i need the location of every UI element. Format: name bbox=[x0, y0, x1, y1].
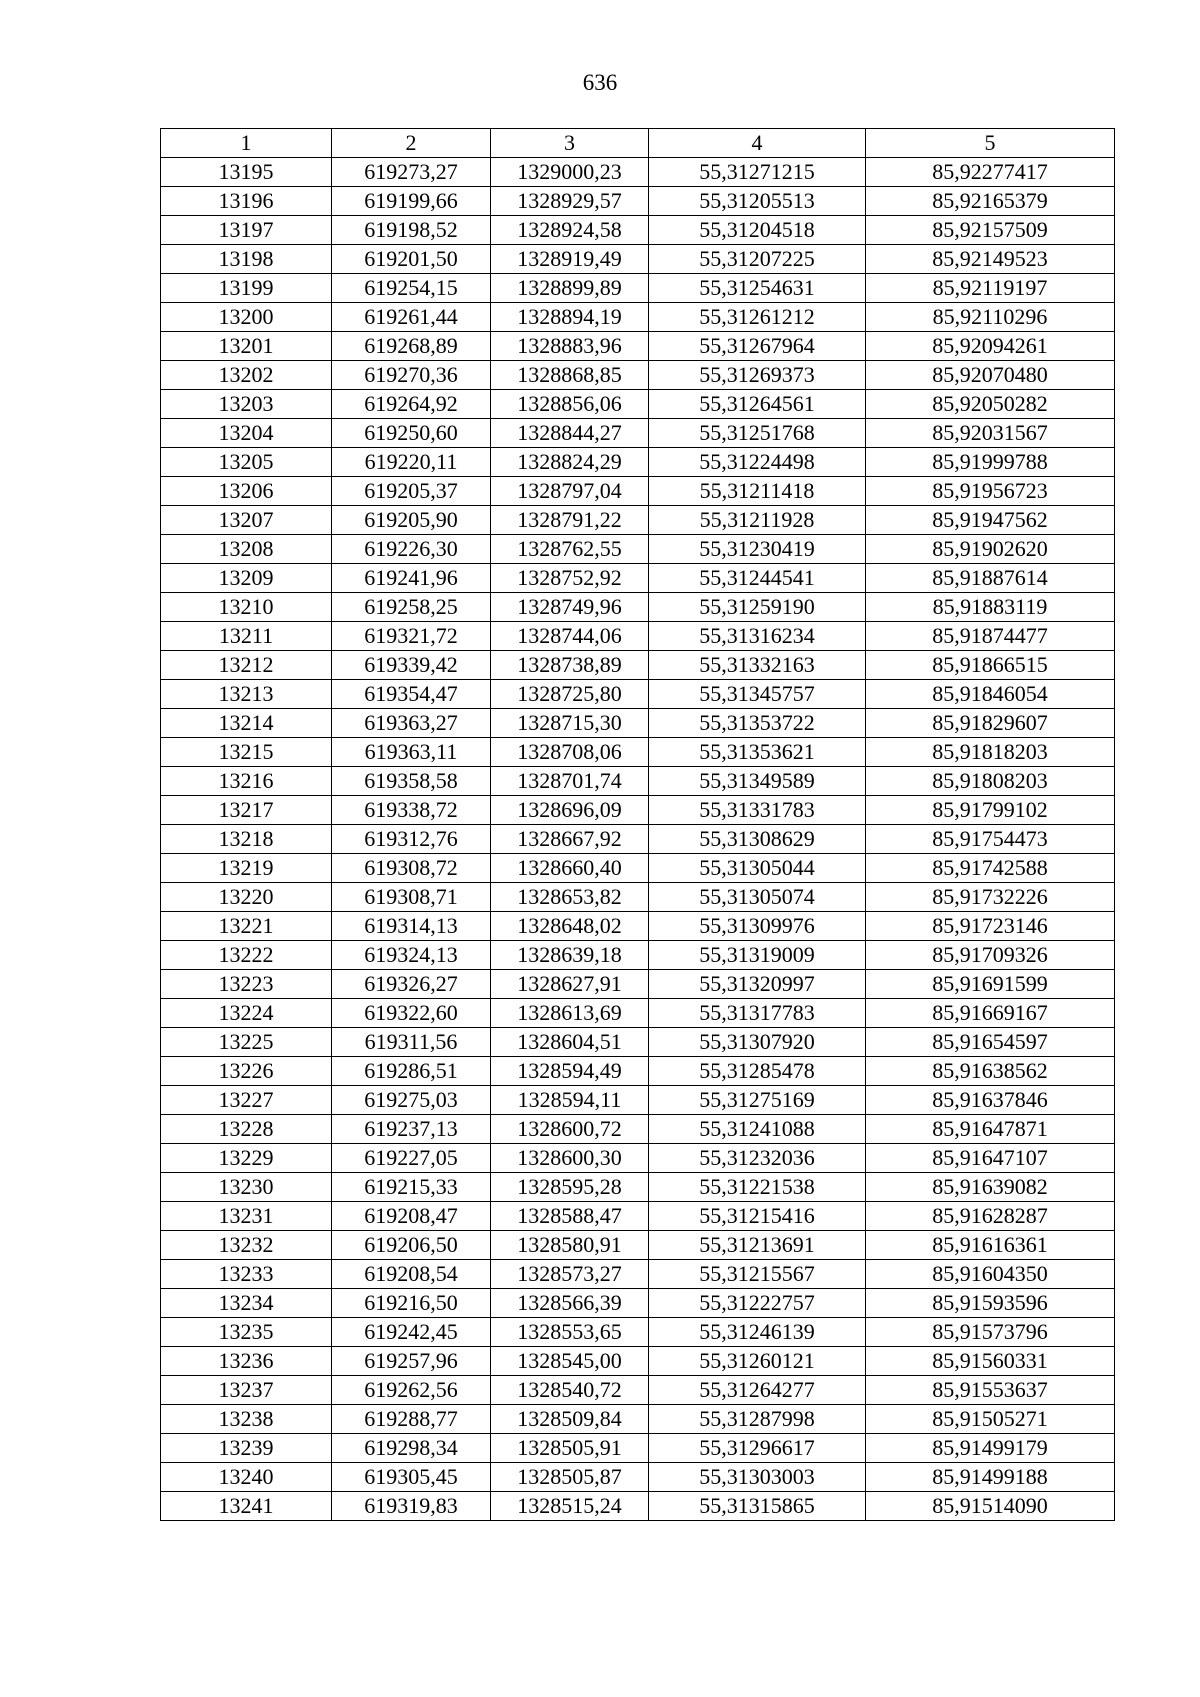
latitude-cell: 55,31267964 bbox=[649, 332, 866, 361]
latitude-cell: 55,31215567 bbox=[649, 1260, 866, 1289]
longitude-cell: 85,91732226 bbox=[866, 883, 1115, 912]
x-coordinate-cell: 619216,50 bbox=[332, 1289, 491, 1318]
x-coordinate-cell: 619199,66 bbox=[332, 187, 491, 216]
table-row bbox=[161, 1057, 1115, 1086]
point-number-cell: 13238 bbox=[161, 1405, 332, 1434]
point-number-cell: 13233 bbox=[161, 1260, 332, 1289]
y-coordinate-cell: 1328627,91 bbox=[491, 970, 649, 999]
longitude-cell: 85,92165379 bbox=[866, 187, 1115, 216]
latitude-cell: 55,31244541 bbox=[649, 564, 866, 593]
latitude-cell: 55,31315865 bbox=[649, 1492, 866, 1521]
table-row bbox=[161, 1115, 1115, 1144]
y-coordinate-cell: 1328639,18 bbox=[491, 941, 649, 970]
longitude-cell: 85,91560331 bbox=[866, 1347, 1115, 1376]
column-header-5: 5 bbox=[866, 129, 1115, 158]
longitude-cell: 85,92031567 bbox=[866, 419, 1115, 448]
point-number-cell: 13232 bbox=[161, 1231, 332, 1260]
longitude-cell: 85,92050282 bbox=[866, 390, 1115, 419]
table-row bbox=[161, 158, 1115, 187]
x-coordinate-cell: 619208,47 bbox=[332, 1202, 491, 1231]
y-coordinate-cell: 1328667,92 bbox=[491, 825, 649, 854]
longitude-cell: 85,91902620 bbox=[866, 535, 1115, 564]
y-coordinate-cell: 1328600,72 bbox=[491, 1115, 649, 1144]
latitude-cell: 55,31251768 bbox=[649, 419, 866, 448]
longitude-cell: 85,92149523 bbox=[866, 245, 1115, 274]
y-coordinate-cell: 1328696,09 bbox=[491, 796, 649, 825]
latitude-cell: 55,31264561 bbox=[649, 390, 866, 419]
longitude-cell: 85,91616361 bbox=[866, 1231, 1115, 1260]
y-coordinate-cell: 1328701,74 bbox=[491, 767, 649, 796]
y-coordinate-cell: 1328509,84 bbox=[491, 1405, 649, 1434]
point-number-cell: 13240 bbox=[161, 1463, 332, 1492]
y-coordinate-cell: 1328613,69 bbox=[491, 999, 649, 1028]
x-coordinate-cell: 619324,13 bbox=[332, 941, 491, 970]
x-coordinate-cell: 619286,51 bbox=[332, 1057, 491, 1086]
latitude-cell: 55,31264277 bbox=[649, 1376, 866, 1405]
table-row bbox=[161, 941, 1115, 970]
latitude-cell: 55,31319009 bbox=[649, 941, 866, 970]
table-row bbox=[161, 738, 1115, 767]
x-coordinate-cell: 619242,45 bbox=[332, 1318, 491, 1347]
y-coordinate-cell: 1328919,49 bbox=[491, 245, 649, 274]
y-coordinate-cell: 1328797,04 bbox=[491, 477, 649, 506]
y-coordinate-cell: 1328883,96 bbox=[491, 332, 649, 361]
latitude-cell: 55,31285478 bbox=[649, 1057, 866, 1086]
table-row bbox=[161, 651, 1115, 680]
table-row bbox=[161, 883, 1115, 912]
table-row bbox=[161, 767, 1115, 796]
table-row bbox=[161, 970, 1115, 999]
x-coordinate-cell: 619354,47 bbox=[332, 680, 491, 709]
latitude-cell: 55,31205513 bbox=[649, 187, 866, 216]
coordinates-table-container bbox=[160, 128, 1115, 1521]
y-coordinate-cell: 1328762,55 bbox=[491, 535, 649, 564]
x-coordinate-cell: 619250,60 bbox=[332, 419, 491, 448]
y-coordinate-cell: 1328791,22 bbox=[491, 506, 649, 535]
latitude-cell: 55,31331783 bbox=[649, 796, 866, 825]
x-coordinate-cell: 619201,50 bbox=[332, 245, 491, 274]
latitude-cell: 55,31211418 bbox=[649, 477, 866, 506]
table-header bbox=[161, 129, 1115, 158]
table-row bbox=[161, 1202, 1115, 1231]
table-row bbox=[161, 303, 1115, 332]
longitude-cell: 85,91514090 bbox=[866, 1492, 1115, 1521]
x-coordinate-cell: 619226,30 bbox=[332, 535, 491, 564]
x-coordinate-cell: 619198,52 bbox=[332, 216, 491, 245]
point-number-cell: 13223 bbox=[161, 970, 332, 999]
longitude-cell: 85,92094261 bbox=[866, 332, 1115, 361]
latitude-cell: 55,31305044 bbox=[649, 854, 866, 883]
x-coordinate-cell: 619363,27 bbox=[332, 709, 491, 738]
y-coordinate-cell: 1328744,06 bbox=[491, 622, 649, 651]
point-number-cell: 13226 bbox=[161, 1057, 332, 1086]
table-row bbox=[161, 361, 1115, 390]
longitude-cell: 85,91883119 bbox=[866, 593, 1115, 622]
y-coordinate-cell: 1328868,85 bbox=[491, 361, 649, 390]
longitude-cell: 85,91999788 bbox=[866, 448, 1115, 477]
point-number-cell: 13237 bbox=[161, 1376, 332, 1405]
point-number-cell: 13209 bbox=[161, 564, 332, 593]
y-coordinate-cell: 1328505,87 bbox=[491, 1463, 649, 1492]
y-coordinate-cell: 1328594,49 bbox=[491, 1057, 649, 1086]
x-coordinate-cell: 619314,13 bbox=[332, 912, 491, 941]
table-row bbox=[161, 854, 1115, 883]
table-row bbox=[161, 796, 1115, 825]
latitude-cell: 55,31259190 bbox=[649, 593, 866, 622]
latitude-cell: 55,31307920 bbox=[649, 1028, 866, 1057]
latitude-cell: 55,31215416 bbox=[649, 1202, 866, 1231]
latitude-cell: 55,31305074 bbox=[649, 883, 866, 912]
longitude-cell: 85,91799102 bbox=[866, 796, 1115, 825]
point-number-cell: 13208 bbox=[161, 535, 332, 564]
table-row bbox=[161, 1144, 1115, 1173]
x-coordinate-cell: 619227,05 bbox=[332, 1144, 491, 1173]
column-header-4: 4 bbox=[649, 129, 866, 158]
longitude-cell: 85,91553637 bbox=[866, 1376, 1115, 1405]
x-coordinate-cell: 619363,11 bbox=[332, 738, 491, 767]
longitude-cell: 85,91628287 bbox=[866, 1202, 1115, 1231]
table-row bbox=[161, 477, 1115, 506]
latitude-cell: 55,31213691 bbox=[649, 1231, 866, 1260]
longitude-cell: 85,91637846 bbox=[866, 1086, 1115, 1115]
x-coordinate-cell: 619308,72 bbox=[332, 854, 491, 883]
point-number-cell: 13201 bbox=[161, 332, 332, 361]
column-header-2: 2 bbox=[332, 129, 491, 158]
point-number-cell: 13219 bbox=[161, 854, 332, 883]
table-row bbox=[161, 274, 1115, 303]
y-coordinate-cell: 1328824,29 bbox=[491, 448, 649, 477]
point-number-cell: 13235 bbox=[161, 1318, 332, 1347]
x-coordinate-cell: 619338,72 bbox=[332, 796, 491, 825]
longitude-cell: 85,91947562 bbox=[866, 506, 1115, 535]
longitude-cell: 85,91818203 bbox=[866, 738, 1115, 767]
latitude-cell: 55,31246139 bbox=[649, 1318, 866, 1347]
point-number-cell: 13198 bbox=[161, 245, 332, 274]
latitude-cell: 55,31287998 bbox=[649, 1405, 866, 1434]
longitude-cell: 85,92110296 bbox=[866, 303, 1115, 332]
table-row bbox=[161, 593, 1115, 622]
point-number-cell: 13216 bbox=[161, 767, 332, 796]
latitude-cell: 55,31232036 bbox=[649, 1144, 866, 1173]
latitude-cell: 55,31275169 bbox=[649, 1086, 866, 1115]
x-coordinate-cell: 619264,92 bbox=[332, 390, 491, 419]
point-number-cell: 13231 bbox=[161, 1202, 332, 1231]
table-row bbox=[161, 1086, 1115, 1115]
table-row bbox=[161, 390, 1115, 419]
y-coordinate-cell: 1328899,89 bbox=[491, 274, 649, 303]
point-number-cell: 13200 bbox=[161, 303, 332, 332]
table-row bbox=[161, 999, 1115, 1028]
point-number-cell: 13217 bbox=[161, 796, 332, 825]
table-row bbox=[161, 1492, 1115, 1521]
table-row bbox=[161, 1463, 1115, 1492]
point-number-cell: 13222 bbox=[161, 941, 332, 970]
latitude-cell: 55,31221538 bbox=[649, 1173, 866, 1202]
table-row bbox=[161, 245, 1115, 274]
x-coordinate-cell: 619326,27 bbox=[332, 970, 491, 999]
table-row bbox=[161, 1231, 1115, 1260]
table-row bbox=[161, 680, 1115, 709]
table-row bbox=[161, 1376, 1115, 1405]
point-number-cell: 13230 bbox=[161, 1173, 332, 1202]
y-coordinate-cell: 1328856,06 bbox=[491, 390, 649, 419]
latitude-cell: 55,31345757 bbox=[649, 680, 866, 709]
latitude-cell: 55,31317783 bbox=[649, 999, 866, 1028]
latitude-cell: 55,31241088 bbox=[649, 1115, 866, 1144]
x-coordinate-cell: 619206,50 bbox=[332, 1231, 491, 1260]
x-coordinate-cell: 619321,72 bbox=[332, 622, 491, 651]
table-body bbox=[161, 158, 1115, 1521]
table-row bbox=[161, 1260, 1115, 1289]
table-row bbox=[161, 187, 1115, 216]
table-row bbox=[161, 1173, 1115, 1202]
latitude-cell: 55,31349589 bbox=[649, 767, 866, 796]
y-coordinate-cell: 1328600,30 bbox=[491, 1144, 649, 1173]
point-number-cell: 13205 bbox=[161, 448, 332, 477]
longitude-cell: 85,91742588 bbox=[866, 854, 1115, 883]
latitude-cell: 55,31332163 bbox=[649, 651, 866, 680]
latitude-cell: 55,31303003 bbox=[649, 1463, 866, 1492]
x-coordinate-cell: 619208,54 bbox=[332, 1260, 491, 1289]
x-coordinate-cell: 619205,90 bbox=[332, 506, 491, 535]
table-row bbox=[161, 825, 1115, 854]
y-coordinate-cell: 1328653,82 bbox=[491, 883, 649, 912]
point-number-cell: 13212 bbox=[161, 651, 332, 680]
latitude-cell: 55,31207225 bbox=[649, 245, 866, 274]
point-number-cell: 13213 bbox=[161, 680, 332, 709]
x-coordinate-cell: 619215,33 bbox=[332, 1173, 491, 1202]
point-number-cell: 13228 bbox=[161, 1115, 332, 1144]
longitude-cell: 85,91505271 bbox=[866, 1405, 1115, 1434]
y-coordinate-cell: 1328573,27 bbox=[491, 1260, 649, 1289]
y-coordinate-cell: 1328595,28 bbox=[491, 1173, 649, 1202]
longitude-cell: 85,91808203 bbox=[866, 767, 1115, 796]
x-coordinate-cell: 619261,44 bbox=[332, 303, 491, 332]
point-number-cell: 13225 bbox=[161, 1028, 332, 1057]
table-row bbox=[161, 332, 1115, 361]
longitude-cell: 85,91604350 bbox=[866, 1260, 1115, 1289]
longitude-cell: 85,91829607 bbox=[866, 709, 1115, 738]
point-number-cell: 13220 bbox=[161, 883, 332, 912]
x-coordinate-cell: 619270,36 bbox=[332, 361, 491, 390]
latitude-cell: 55,31261212 bbox=[649, 303, 866, 332]
x-coordinate-cell: 619311,56 bbox=[332, 1028, 491, 1057]
x-coordinate-cell: 619288,77 bbox=[332, 1405, 491, 1434]
longitude-cell: 85,91754473 bbox=[866, 825, 1115, 854]
x-coordinate-cell: 619241,96 bbox=[332, 564, 491, 593]
longitude-cell: 85,91499179 bbox=[866, 1434, 1115, 1463]
table-row bbox=[161, 216, 1115, 245]
latitude-cell: 55,31222757 bbox=[649, 1289, 866, 1318]
longitude-cell: 85,91887614 bbox=[866, 564, 1115, 593]
latitude-cell: 55,31316234 bbox=[649, 622, 866, 651]
point-number-cell: 13214 bbox=[161, 709, 332, 738]
point-number-cell: 13203 bbox=[161, 390, 332, 419]
longitude-cell: 85,91669167 bbox=[866, 999, 1115, 1028]
longitude-cell: 85,92070480 bbox=[866, 361, 1115, 390]
table-row bbox=[161, 506, 1115, 535]
y-coordinate-cell: 1328715,30 bbox=[491, 709, 649, 738]
table-row bbox=[161, 1028, 1115, 1057]
longitude-cell: 85,91647107 bbox=[866, 1144, 1115, 1173]
y-coordinate-cell: 1328545,00 bbox=[491, 1347, 649, 1376]
table-row bbox=[161, 564, 1115, 593]
point-number-cell: 13195 bbox=[161, 158, 332, 187]
latitude-cell: 55,31224498 bbox=[649, 448, 866, 477]
y-coordinate-cell: 1328553,65 bbox=[491, 1318, 649, 1347]
latitude-cell: 55,31353722 bbox=[649, 709, 866, 738]
point-number-cell: 13202 bbox=[161, 361, 332, 390]
latitude-cell: 55,31204518 bbox=[649, 216, 866, 245]
latitude-cell: 55,31211928 bbox=[649, 506, 866, 535]
x-coordinate-cell: 619312,76 bbox=[332, 825, 491, 854]
header-row bbox=[161, 129, 1115, 158]
longitude-cell: 85,91639082 bbox=[866, 1173, 1115, 1202]
longitude-cell: 85,92119197 bbox=[866, 274, 1115, 303]
y-coordinate-cell: 1328725,80 bbox=[491, 680, 649, 709]
column-header-3: 3 bbox=[491, 129, 649, 158]
y-coordinate-cell: 1328708,06 bbox=[491, 738, 649, 767]
longitude-cell: 85,91573796 bbox=[866, 1318, 1115, 1347]
longitude-cell: 85,92157509 bbox=[866, 216, 1115, 245]
x-coordinate-cell: 619257,96 bbox=[332, 1347, 491, 1376]
longitude-cell: 85,91723146 bbox=[866, 912, 1115, 941]
point-number-cell: 13236 bbox=[161, 1347, 332, 1376]
point-number-cell: 13204 bbox=[161, 419, 332, 448]
y-coordinate-cell: 1328738,89 bbox=[491, 651, 649, 680]
point-number-cell: 13211 bbox=[161, 622, 332, 651]
y-coordinate-cell: 1328540,72 bbox=[491, 1376, 649, 1405]
y-coordinate-cell: 1328929,57 bbox=[491, 187, 649, 216]
x-coordinate-cell: 619319,83 bbox=[332, 1492, 491, 1521]
table-row bbox=[161, 1434, 1115, 1463]
y-coordinate-cell: 1328515,24 bbox=[491, 1492, 649, 1521]
longitude-cell: 85,91956723 bbox=[866, 477, 1115, 506]
point-number-cell: 13229 bbox=[161, 1144, 332, 1173]
y-coordinate-cell: 1328660,40 bbox=[491, 854, 649, 883]
point-number-cell: 13234 bbox=[161, 1289, 332, 1318]
longitude-cell: 85,91638562 bbox=[866, 1057, 1115, 1086]
latitude-cell: 55,31309976 bbox=[649, 912, 866, 941]
point-number-cell: 13207 bbox=[161, 506, 332, 535]
x-coordinate-cell: 619258,25 bbox=[332, 593, 491, 622]
latitude-cell: 55,31260121 bbox=[649, 1347, 866, 1376]
y-coordinate-cell: 1329000,23 bbox=[491, 158, 649, 187]
longitude-cell: 85,91593596 bbox=[866, 1289, 1115, 1318]
x-coordinate-cell: 619205,37 bbox=[332, 477, 491, 506]
point-number-cell: 13221 bbox=[161, 912, 332, 941]
point-number-cell: 13196 bbox=[161, 187, 332, 216]
x-coordinate-cell: 619220,11 bbox=[332, 448, 491, 477]
point-number-cell: 13199 bbox=[161, 274, 332, 303]
y-coordinate-cell: 1328505,91 bbox=[491, 1434, 649, 1463]
point-number-cell: 13227 bbox=[161, 1086, 332, 1115]
latitude-cell: 55,31296617 bbox=[649, 1434, 866, 1463]
latitude-cell: 55,31269373 bbox=[649, 361, 866, 390]
x-coordinate-cell: 619322,60 bbox=[332, 999, 491, 1028]
y-coordinate-cell: 1328588,47 bbox=[491, 1202, 649, 1231]
longitude-cell: 85,91647871 bbox=[866, 1115, 1115, 1144]
longitude-cell: 85,91846054 bbox=[866, 680, 1115, 709]
x-coordinate-cell: 619339,42 bbox=[332, 651, 491, 680]
point-number-cell: 13210 bbox=[161, 593, 332, 622]
y-coordinate-cell: 1328580,91 bbox=[491, 1231, 649, 1260]
y-coordinate-cell: 1328648,02 bbox=[491, 912, 649, 941]
x-coordinate-cell: 619275,03 bbox=[332, 1086, 491, 1115]
table-row bbox=[161, 1405, 1115, 1434]
y-coordinate-cell: 1328749,96 bbox=[491, 593, 649, 622]
x-coordinate-cell: 619237,13 bbox=[332, 1115, 491, 1144]
x-coordinate-cell: 619305,45 bbox=[332, 1463, 491, 1492]
x-coordinate-cell: 619268,89 bbox=[332, 332, 491, 361]
latitude-cell: 55,31230419 bbox=[649, 535, 866, 564]
table-row bbox=[161, 1347, 1115, 1376]
table-row bbox=[161, 535, 1115, 564]
longitude-cell: 85,91866515 bbox=[866, 651, 1115, 680]
table-row bbox=[161, 1289, 1115, 1318]
y-coordinate-cell: 1328752,92 bbox=[491, 564, 649, 593]
longitude-cell: 85,91691599 bbox=[866, 970, 1115, 999]
longitude-cell: 85,91654597 bbox=[866, 1028, 1115, 1057]
x-coordinate-cell: 619308,71 bbox=[332, 883, 491, 912]
y-coordinate-cell: 1328566,39 bbox=[491, 1289, 649, 1318]
point-number-cell: 13218 bbox=[161, 825, 332, 854]
latitude-cell: 55,31254631 bbox=[649, 274, 866, 303]
y-coordinate-cell: 1328844,27 bbox=[491, 419, 649, 448]
longitude-cell: 85,91709326 bbox=[866, 941, 1115, 970]
column-header-1: 1 bbox=[161, 129, 332, 158]
longitude-cell: 85,91874477 bbox=[866, 622, 1115, 651]
y-coordinate-cell: 1328894,19 bbox=[491, 303, 649, 332]
table-row bbox=[161, 448, 1115, 477]
x-coordinate-cell: 619254,15 bbox=[332, 274, 491, 303]
y-coordinate-cell: 1328594,11 bbox=[491, 1086, 649, 1115]
latitude-cell: 55,31320997 bbox=[649, 970, 866, 999]
x-coordinate-cell: 619262,56 bbox=[332, 1376, 491, 1405]
latitude-cell: 55,31353621 bbox=[649, 738, 866, 767]
point-number-cell: 13215 bbox=[161, 738, 332, 767]
point-number-cell: 13197 bbox=[161, 216, 332, 245]
table-row bbox=[161, 912, 1115, 941]
longitude-cell: 85,91499188 bbox=[866, 1463, 1115, 1492]
table-row bbox=[161, 1318, 1115, 1347]
latitude-cell: 55,31271215 bbox=[649, 158, 866, 187]
longitude-cell: 85,92277417 bbox=[866, 158, 1115, 187]
table-row bbox=[161, 622, 1115, 651]
point-number-cell: 13224 bbox=[161, 999, 332, 1028]
y-coordinate-cell: 1328604,51 bbox=[491, 1028, 649, 1057]
coordinates-table bbox=[160, 128, 1115, 1521]
y-coordinate-cell: 1328924,58 bbox=[491, 216, 649, 245]
point-number-cell: 13239 bbox=[161, 1434, 332, 1463]
table-row bbox=[161, 709, 1115, 738]
x-coordinate-cell: 619273,27 bbox=[332, 158, 491, 187]
table-row bbox=[161, 419, 1115, 448]
point-number-cell: 13241 bbox=[161, 1492, 332, 1521]
x-coordinate-cell: 619298,34 bbox=[332, 1434, 491, 1463]
point-number-cell: 13206 bbox=[161, 477, 332, 506]
latitude-cell: 55,31308629 bbox=[649, 825, 866, 854]
x-coordinate-cell: 619358,58 bbox=[332, 767, 491, 796]
page-number: 636 bbox=[582, 70, 618, 95]
